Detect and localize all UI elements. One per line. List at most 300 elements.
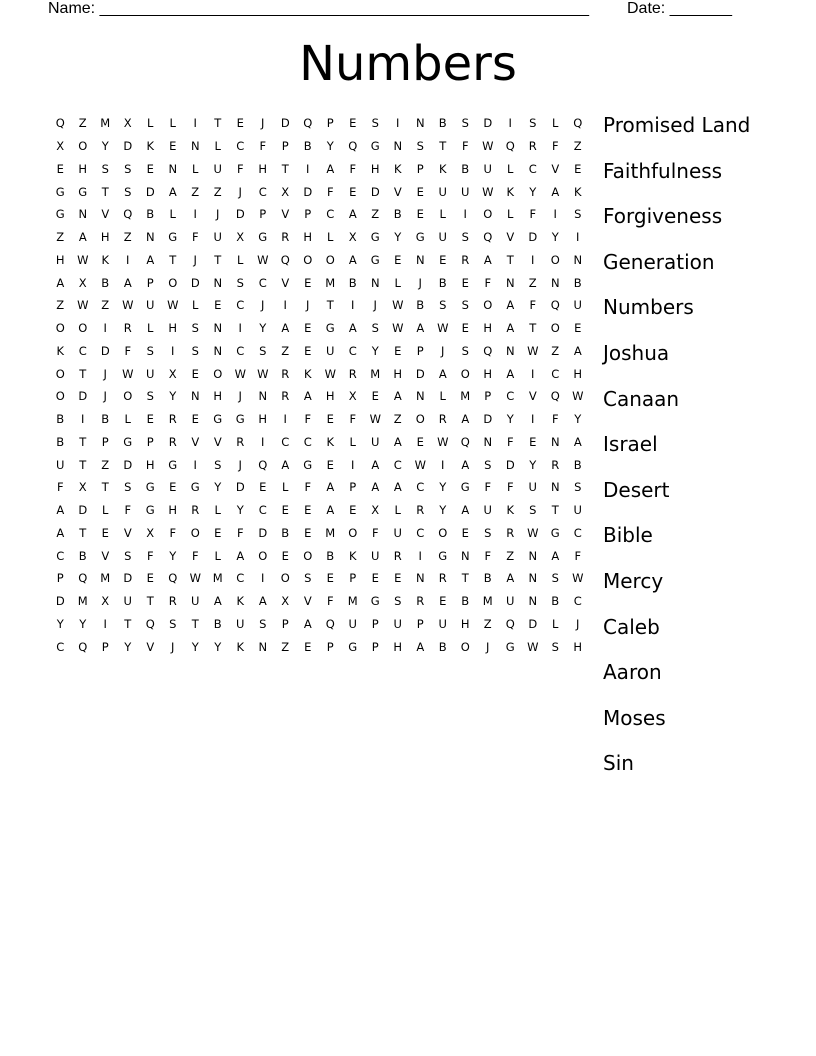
grid-letter: H bbox=[393, 639, 403, 654]
grid-letter: W bbox=[122, 298, 134, 313]
grid-letter: O bbox=[438, 525, 448, 540]
grid-letter: M bbox=[100, 571, 111, 586]
grid-letter: T bbox=[214, 116, 222, 131]
grid-letter: U bbox=[483, 161, 492, 176]
grid-letter: Q bbox=[505, 139, 515, 154]
word-list-item: Promised Land bbox=[603, 113, 751, 137]
grid-letter: O bbox=[78, 139, 88, 154]
grid-row bbox=[49, 453, 589, 476]
grid-row bbox=[49, 499, 589, 522]
grid-letter: T bbox=[506, 252, 514, 267]
grid-letter: S bbox=[529, 503, 537, 518]
grid-letter: H bbox=[168, 503, 178, 518]
grid-letter: L bbox=[237, 252, 244, 267]
grid-letter: U bbox=[236, 616, 245, 631]
grid-letter: U bbox=[191, 594, 200, 609]
grid-letter: X bbox=[281, 184, 290, 199]
grid-letter: Q bbox=[280, 252, 290, 267]
grid-letter: B bbox=[438, 116, 447, 131]
grid-letter: P bbox=[416, 343, 424, 358]
grid-letter: E bbox=[326, 571, 334, 586]
grid-row bbox=[49, 226, 589, 249]
grid-letter: C bbox=[303, 434, 312, 449]
grid-letter: I bbox=[306, 161, 310, 176]
grid-letter: H bbox=[483, 366, 493, 381]
grid-letter: N bbox=[168, 161, 178, 176]
grid-letter: H bbox=[258, 161, 268, 176]
grid-letter: E bbox=[304, 343, 312, 358]
grid-letter: V bbox=[551, 161, 560, 176]
word-list-item: Bible bbox=[603, 523, 653, 548]
grid-letter: A bbox=[236, 548, 245, 563]
grid-letter: A bbox=[461, 412, 470, 427]
grid-letter: O bbox=[78, 321, 88, 336]
grid-row bbox=[49, 158, 589, 181]
grid-letter: B bbox=[101, 275, 110, 290]
grid-letter: B bbox=[461, 594, 470, 609]
grid-letter: W bbox=[572, 571, 584, 586]
grid-letter: E bbox=[439, 252, 447, 267]
grid-letter: G bbox=[145, 503, 155, 518]
grid-letter: C bbox=[393, 457, 402, 472]
grid-letter: T bbox=[461, 571, 469, 586]
grid-letter: M bbox=[347, 594, 358, 609]
grid-letter: Q bbox=[483, 230, 493, 245]
grid-letter: Z bbox=[528, 275, 537, 290]
grid-letter: W bbox=[257, 366, 269, 381]
grid-letter: E bbox=[349, 503, 357, 518]
grid-letter: I bbox=[531, 412, 535, 427]
grid-letter: B bbox=[438, 275, 447, 290]
grid-letter: U bbox=[146, 298, 155, 313]
grid-letter: L bbox=[552, 116, 559, 131]
grid-letter: B bbox=[303, 139, 312, 154]
grid-letter: Z bbox=[191, 184, 200, 199]
grid-letter: E bbox=[259, 480, 267, 495]
grid-letter: Z bbox=[371, 207, 380, 222]
grid-letter: W bbox=[234, 366, 246, 381]
grid-letter: P bbox=[326, 639, 334, 654]
grid-letter: U bbox=[371, 434, 380, 449]
grid-letter: Z bbox=[56, 230, 65, 245]
grid-letter: V bbox=[191, 434, 200, 449]
grid-letter: N bbox=[415, 571, 425, 586]
grid-letter: U bbox=[573, 298, 582, 313]
grid-letter: B bbox=[78, 548, 87, 563]
grid-letter: J bbox=[238, 457, 242, 472]
grid-letter: N bbox=[213, 321, 223, 336]
grid-letter: P bbox=[101, 639, 109, 654]
grid-letter: F bbox=[56, 480, 64, 495]
grid-letter: A bbox=[326, 503, 335, 518]
grid-letter: Y bbox=[574, 412, 582, 427]
grid-letter: D bbox=[505, 457, 515, 472]
grid-letter: T bbox=[214, 252, 222, 267]
grid-letter: L bbox=[394, 503, 401, 518]
grid-letter: K bbox=[56, 343, 65, 358]
word-list-item: Israel bbox=[603, 432, 658, 457]
grid-letter: W bbox=[527, 639, 539, 654]
grid-letter: E bbox=[349, 116, 357, 131]
grid-letter: I bbox=[261, 434, 265, 449]
grid-letter: D bbox=[415, 366, 425, 381]
grid-row bbox=[49, 362, 589, 385]
grid-letter: P bbox=[56, 571, 64, 586]
grid-letter: G bbox=[370, 252, 380, 267]
grid-letter: Q bbox=[483, 343, 493, 358]
grid-letter: Q bbox=[258, 457, 268, 472]
grid-letter: S bbox=[574, 207, 582, 222]
grid-letter: O bbox=[483, 298, 493, 313]
grid-letter: O bbox=[325, 252, 335, 267]
grid-row bbox=[49, 613, 589, 636]
grid-letter: K bbox=[506, 184, 515, 199]
grid-letter: C bbox=[258, 275, 267, 290]
grid-letter: U bbox=[528, 480, 537, 495]
grid-letter: L bbox=[507, 207, 514, 222]
grid-letter: X bbox=[168, 366, 177, 381]
grid-letter: W bbox=[257, 252, 269, 267]
grid-letter: N bbox=[483, 434, 493, 449]
grid-letter: I bbox=[126, 252, 130, 267]
grid-letter: R bbox=[123, 321, 132, 336]
grid-letter: T bbox=[79, 525, 87, 540]
grid-letter: X bbox=[56, 139, 65, 154]
grid-letter: K bbox=[506, 503, 515, 518]
grid-letter: T bbox=[169, 252, 177, 267]
grid-letter: X bbox=[78, 275, 87, 290]
grid-letter: L bbox=[169, 116, 176, 131]
grid-letter: O bbox=[280, 571, 290, 586]
grid-letter: N bbox=[213, 343, 223, 358]
grid-row bbox=[49, 385, 589, 408]
grid-letter: T bbox=[326, 298, 334, 313]
grid-letter: E bbox=[461, 275, 469, 290]
grid-letter: E bbox=[101, 525, 109, 540]
grid-letter: B bbox=[326, 548, 335, 563]
grid-letter: A bbox=[123, 275, 132, 290]
grid-letter: D bbox=[235, 207, 245, 222]
grid-letter: G bbox=[168, 230, 178, 245]
grid-letter: N bbox=[505, 343, 515, 358]
grid-letter: F bbox=[304, 412, 312, 427]
grid-letter: J bbox=[238, 389, 242, 404]
grid-letter: T bbox=[124, 616, 132, 631]
grid-letter: P bbox=[326, 116, 334, 131]
grid-letter: Z bbox=[101, 298, 110, 313]
grid-letter: H bbox=[258, 412, 268, 427]
grid-row bbox=[49, 544, 589, 567]
letter-grid bbox=[49, 112, 589, 658]
grid-letter: F bbox=[551, 139, 559, 154]
grid-letter: C bbox=[528, 161, 537, 176]
grid-letter: W bbox=[527, 343, 539, 358]
grid-letter: B bbox=[483, 571, 492, 586]
grid-letter: Y bbox=[214, 639, 222, 654]
grid-letter: W bbox=[437, 434, 449, 449]
grid-letter: H bbox=[213, 389, 223, 404]
grid-row bbox=[49, 317, 589, 340]
grid-letter: T bbox=[146, 594, 154, 609]
grid-letter: N bbox=[258, 639, 268, 654]
grid-letter: H bbox=[145, 457, 155, 472]
grid-letter: A bbox=[326, 161, 335, 176]
grid-letter: Q bbox=[550, 389, 560, 404]
grid-letter: K bbox=[236, 639, 245, 654]
grid-letter: B bbox=[438, 639, 447, 654]
grid-letter: F bbox=[124, 343, 132, 358]
grid-letter: A bbox=[416, 639, 425, 654]
grid-letter: F bbox=[484, 480, 492, 495]
grid-letter: F bbox=[349, 161, 357, 176]
grid-letter: U bbox=[438, 230, 447, 245]
grid-letter: R bbox=[506, 525, 515, 540]
grid-letter: A bbox=[326, 480, 335, 495]
grid-row bbox=[49, 590, 589, 613]
grid-letter: Q bbox=[505, 616, 515, 631]
grid-letter: L bbox=[394, 275, 401, 290]
grid-letter: S bbox=[439, 298, 447, 313]
grid-letter: R bbox=[551, 457, 560, 472]
grid-letter: M bbox=[325, 525, 336, 540]
grid-letter: U bbox=[393, 616, 402, 631]
grid-letter: U bbox=[123, 594, 132, 609]
word-list-item: Faithfulness bbox=[603, 158, 723, 183]
grid-letter: R bbox=[393, 548, 402, 563]
grid-letter: B bbox=[146, 207, 155, 222]
grid-letter: V bbox=[101, 207, 110, 222]
grid-letter: L bbox=[507, 161, 514, 176]
grid-letter: I bbox=[171, 343, 175, 358]
grid-letter: O bbox=[55, 321, 65, 336]
grid-letter: I bbox=[418, 548, 422, 563]
grid-letter: D bbox=[258, 525, 268, 540]
grid-letter: S bbox=[259, 616, 267, 631]
grid-letter: Y bbox=[529, 184, 537, 199]
grid-letter: I bbox=[463, 207, 467, 222]
grid-letter: E bbox=[146, 161, 154, 176]
grid-letter: N bbox=[393, 139, 403, 154]
grid-letter: T bbox=[79, 457, 87, 472]
grid-row bbox=[49, 135, 589, 158]
grid-letter: G bbox=[370, 594, 380, 609]
grid-letter: Y bbox=[191, 639, 199, 654]
grid-letter: P bbox=[146, 434, 154, 449]
grid-letter: O bbox=[258, 548, 268, 563]
grid-letter: F bbox=[191, 548, 199, 563]
grid-letter: G bbox=[190, 480, 200, 495]
grid-letter: I bbox=[396, 116, 400, 131]
grid-letter: Y bbox=[79, 616, 87, 631]
grid-letter: B bbox=[551, 594, 560, 609]
grid-letter: F bbox=[551, 412, 559, 427]
grid-letter: N bbox=[415, 252, 425, 267]
grid-letter: T bbox=[101, 184, 109, 199]
grid-letter: I bbox=[441, 457, 445, 472]
grid-letter: T bbox=[191, 616, 199, 631]
grid-letter: Y bbox=[326, 139, 334, 154]
grid-letter: W bbox=[392, 321, 404, 336]
grid-letter: U bbox=[573, 503, 582, 518]
grid-letter: V bbox=[281, 207, 290, 222]
grid-letter: E bbox=[416, 434, 424, 449]
grid-letter: R bbox=[416, 503, 425, 518]
grid-letter: Q bbox=[550, 298, 560, 313]
grid-letter: E bbox=[169, 480, 177, 495]
grid-letter: R bbox=[348, 366, 357, 381]
grid-letter: L bbox=[192, 298, 199, 313]
grid-letter: E bbox=[574, 321, 582, 336]
grid-letter: A bbox=[213, 594, 222, 609]
grid-letter: B bbox=[281, 525, 290, 540]
grid-letter: N bbox=[460, 548, 470, 563]
grid-row bbox=[49, 635, 589, 658]
grid-letter: G bbox=[438, 548, 448, 563]
grid-letter: A bbox=[303, 616, 312, 631]
grid-letter: D bbox=[123, 139, 133, 154]
grid-letter: I bbox=[283, 298, 287, 313]
grid-letter: A bbox=[281, 457, 290, 472]
grid-letter: X bbox=[236, 230, 245, 245]
grid-letter: G bbox=[505, 639, 515, 654]
grid-row bbox=[49, 294, 589, 317]
grid-letter: Q bbox=[123, 207, 133, 222]
grid-letter: N bbox=[190, 139, 200, 154]
grid-letter: K bbox=[146, 139, 155, 154]
grid-letter: I bbox=[81, 412, 85, 427]
grid-letter: S bbox=[394, 594, 402, 609]
grid-letter: C bbox=[573, 525, 582, 540]
grid-letter: N bbox=[415, 116, 425, 131]
grid-letter: J bbox=[193, 252, 197, 267]
grid-letter: S bbox=[169, 616, 177, 631]
grid-letter: R bbox=[168, 412, 177, 427]
grid-letter: C bbox=[281, 434, 290, 449]
grid-letter: T bbox=[529, 321, 537, 336]
grid-letter: X bbox=[78, 480, 87, 495]
grid-letter: A bbox=[303, 389, 312, 404]
grid-letter: E bbox=[169, 139, 177, 154]
grid-letter: H bbox=[325, 389, 335, 404]
grid-letter: J bbox=[216, 207, 220, 222]
grid-letter: O bbox=[483, 207, 493, 222]
grid-letter: Q bbox=[573, 116, 583, 131]
grid-letter: K bbox=[303, 366, 312, 381]
grid-letter: R bbox=[438, 571, 447, 586]
grid-letter: Q bbox=[303, 116, 313, 131]
grid-letter: E bbox=[146, 412, 154, 427]
grid-letter: N bbox=[550, 434, 560, 449]
grid-row bbox=[49, 567, 589, 590]
grid-letter: L bbox=[327, 230, 334, 245]
grid-letter: C bbox=[573, 594, 582, 609]
grid-letter: P bbox=[304, 207, 312, 222]
grid-letter: W bbox=[369, 412, 381, 427]
grid-letter: A bbox=[348, 321, 357, 336]
grid-letter: A bbox=[506, 298, 515, 313]
grid-letter: C bbox=[236, 298, 245, 313]
grid-letter: W bbox=[414, 457, 426, 472]
grid-letter: P bbox=[281, 616, 289, 631]
grid-row bbox=[49, 203, 589, 226]
grid-letter: E bbox=[191, 412, 199, 427]
grid-letter: H bbox=[573, 366, 583, 381]
grid-letter: J bbox=[576, 616, 580, 631]
grid-letter: S bbox=[124, 548, 132, 563]
grid-letter: D bbox=[55, 594, 65, 609]
grid-letter: S bbox=[461, 116, 469, 131]
grid-letter: A bbox=[551, 548, 560, 563]
grid-letter: C bbox=[78, 343, 87, 358]
grid-letter: N bbox=[550, 480, 560, 495]
grid-letter: L bbox=[214, 503, 221, 518]
grid-letter: F bbox=[371, 525, 379, 540]
grid-letter: G bbox=[168, 457, 178, 472]
grid-letter: U bbox=[438, 184, 447, 199]
grid-letter: R bbox=[416, 594, 425, 609]
grid-letter: H bbox=[393, 366, 403, 381]
grid-letter: P bbox=[484, 389, 492, 404]
grid-letter: R bbox=[461, 252, 470, 267]
grid-letter: I bbox=[553, 207, 557, 222]
grid-letter: J bbox=[441, 343, 445, 358]
grid-letter: A bbox=[393, 434, 402, 449]
grid-letter: G bbox=[78, 184, 88, 199]
grid-letter: X bbox=[371, 503, 380, 518]
grid-letter: H bbox=[55, 252, 65, 267]
grid-letter: F bbox=[574, 548, 582, 563]
word-list-item: Mercy bbox=[603, 568, 664, 593]
grid-letter: R bbox=[438, 412, 447, 427]
grid-letter: G bbox=[370, 139, 380, 154]
grid-letter: O bbox=[348, 525, 358, 540]
grid-letter: F bbox=[236, 161, 244, 176]
grid-letter: L bbox=[102, 503, 109, 518]
grid-letter: I bbox=[261, 571, 265, 586]
grid-letter: A bbox=[78, 230, 87, 245]
grid-letter: E bbox=[461, 525, 469, 540]
grid-letter: S bbox=[259, 343, 267, 358]
grid-letter: V bbox=[123, 525, 132, 540]
grid-letter: S bbox=[484, 525, 492, 540]
grid-letter: S bbox=[214, 457, 222, 472]
grid-letter: F bbox=[304, 480, 312, 495]
grid-letter: R bbox=[168, 434, 177, 449]
grid-letter: A bbox=[168, 184, 177, 199]
grid-letter: A bbox=[56, 525, 65, 540]
grid-letter: D bbox=[303, 184, 313, 199]
grid-letter: H bbox=[573, 639, 583, 654]
grid-letter: B bbox=[573, 457, 582, 472]
grid-row bbox=[49, 271, 589, 294]
grid-letter: Z bbox=[281, 639, 290, 654]
grid-letter: W bbox=[77, 298, 89, 313]
grid-letter: Z bbox=[281, 343, 290, 358]
grid-letter: E bbox=[281, 548, 289, 563]
grid-letter: Y bbox=[101, 139, 109, 154]
grid-letter: A bbox=[461, 457, 470, 472]
grid-letter: S bbox=[461, 343, 469, 358]
grid-letter: G bbox=[460, 480, 470, 495]
grid-letter: G bbox=[303, 457, 313, 472]
grid-letter: V bbox=[101, 548, 110, 563]
grid-letter: L bbox=[214, 548, 221, 563]
grid-letter: E bbox=[529, 434, 537, 449]
grid-letter: L bbox=[124, 412, 131, 427]
grid-letter: F bbox=[191, 230, 199, 245]
page-title: Numbers bbox=[299, 36, 517, 92]
grid-letter: U bbox=[326, 343, 335, 358]
